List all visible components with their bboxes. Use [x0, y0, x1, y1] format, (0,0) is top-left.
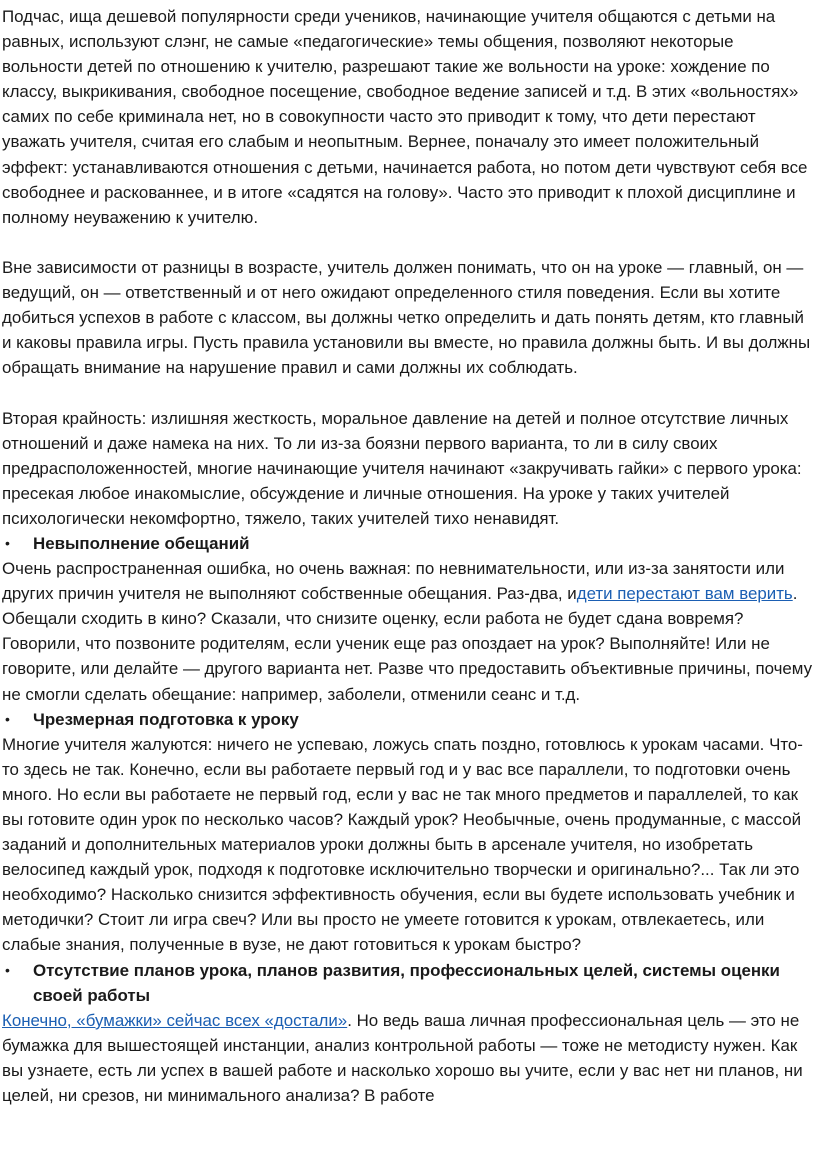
- paragraph-spacer: [2, 380, 814, 405]
- heading-text: Невыполнение обещаний: [33, 533, 250, 553]
- section-heading-no-plans: [2, 958, 814, 1008]
- body-text: . Обещали сходить в кино? Сказали, что снизите оценку, если работа не будет сдана вовремя? Говорили, что позвоните родителям, если ученик еще раз опоздает на урок? Выполняйте! Или не говорите, или делайте — другого варианта нет. Разве что предоставить объективные причины, почему не смогли сделать обещание: например, заболели, отменили сеанс и т.д.: [2, 584, 813, 704]
- body-text: Очень распространенная ошибка, но очень важная: по невнимательности, или из-за занятости или других причин учителя не выполняют собственные обещания. Раз-два, и: [2, 559, 785, 604]
- paragraph-strictness: Вторая крайность: излишняя жесткость, моральное давление на детей и полное отсутствие личных отношений и даже намека на них. То ли из-за боязни первого варианта, то ли в силу своих предрасположенностей, многие начинающие учителя начинают «закручивать гайки» с первого урока: пресекая любое инакомыслие, обсуждение и личные отношения. На уроке у таких учителей психологически некомфортно, тяжело, таких учителей тихо ненавидят.: [2, 408, 802, 528]
- body-text: . Но ведь ваша личная профессиональная цель — это не бумажка для вышестоящей инстанции, анализ контрольной работы — тоже не методисту нужен. Как вы узнаете, есть ли успех в вашей работе и насколько хорошо вы учите, если у вас нет ни планов, ни целей, ни срезов, ни минимального анализа? В работе: [2, 1010, 803, 1106]
- section-body-overpreparation: Многие учителя жалуются: ничего не успеваю, ложусь спать поздно, готовлюсь к урокам часами. Что-то здесь не так. Конечно, если вы работаете первый год и у вас все параллели, то подготовки очень много. Но если вы работаете не первый год, если у вас не так много предметов и параллелей, то как вы готовите один урок по несколько часов? Каждый урок? Необычные, очень продуманные, с массой заданий и дополнительных материалов уроки должны быть в арсенале учителя, но изобретать велосипед каждый урок, подходя к подготовке исключительно творчески и оригинально?... Так ли это необходимо? Насколько снизится эффективность обучения, если вы будете использовать учебник и методички? Стоит ли игра свеч? Или вы просто не умеете готовится к урокам, отвлекаетесь, или слабые знания, полученные в вузе, не дают готовиться к урокам быстро?: [2, 734, 803, 955]
- heading-text: Отсутствие планов урока, планов развития, профессиональных целей, системы оценки своей работы: [33, 960, 780, 1005]
- paragraph-familiarity: Подчас, ища дешевой популярности среди учеников, начинающие учителя общаются с детьми на равных, используют слэнг, не самые «педагогические» темы общения, позволяют некоторые вольности детей по отношению к учителю, разрешают такие же вольности на уроке: хождение по классу, выкрикивания, свободное посещение, свободное ведение записей и т.д. В этих «вольностях» самих по себе криминала нет, но в совокупности часто это приводит к тому, что дети перестают уважать учителя, считая его слабым и неопытным. Вернее, поначалу это имеет положительный эффект: устанавливаются отношения с детьми, начинается работа, но потом дети чувствуют себя все свободнее и раскованнее, и в итоге «садятся на голову». Часто это приводит к плохой дисциплине и полному неуважению к учителю.: [2, 7, 808, 227]
- document-page: [2, 4, 814, 1108]
- section-body-promises: [2, 556, 814, 707]
- paragraph-teacher-role: Вне зависимости от разницы в возрасте, учитель должен понимать, что он на уроке — главный, он — ведущий, он — ответственный и от него ожидают определенного стиля поведения. Если вы хотите добиться успехов в работе с классом, вы должны четко определить и дать понять детям, кто главный и каковы правила игры. Пусть правила установили вы вместе, но правила должны быть. И вы должны обращать внимание на нарушение правил и сами должны их соблюдать.: [2, 257, 811, 378]
- bullet-icon: •: [5, 534, 10, 551]
- bullet-icon: •: [5, 710, 10, 727]
- paragraph-spacer: [2, 230, 814, 255]
- section-heading-promises: [2, 531, 814, 556]
- section-heading-overpreparation: [2, 707, 814, 732]
- section-body-no-plans: [2, 1008, 814, 1108]
- bullet-icon: •: [5, 961, 10, 978]
- link-children-stop-trusting[interactable]: дети перестают вам верить: [576, 584, 793, 604]
- link-paperwork[interactable]: Конечно, «бумажки» сейчас всех «достали»: [2, 1010, 348, 1030]
- heading-text: Чрезмерная подготовка к уроку: [33, 709, 299, 729]
